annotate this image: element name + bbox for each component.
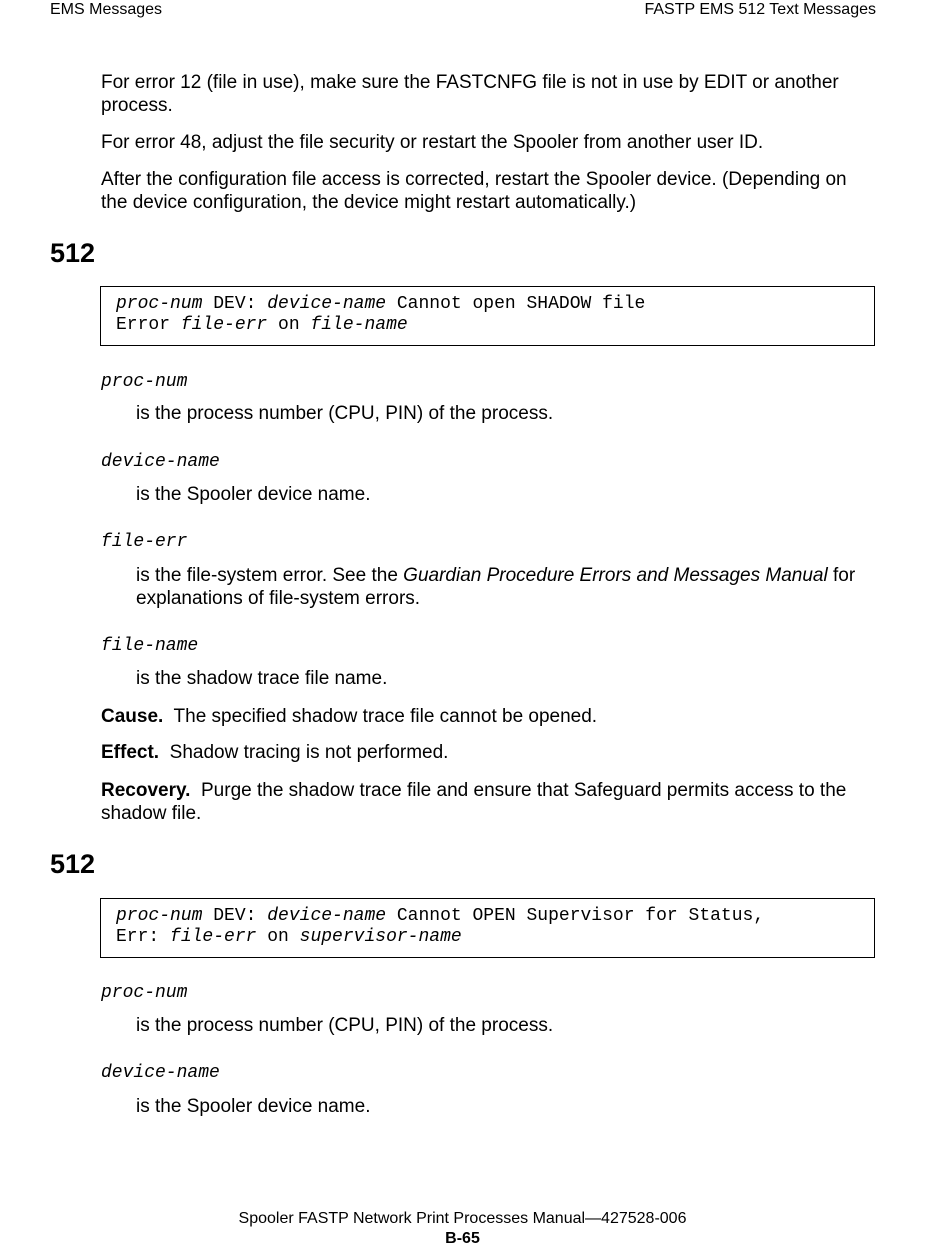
running-header-right: FASTP EMS 512 Text Messages <box>644 1 876 18</box>
variable-file-err: file-err <box>180 315 268 335</box>
term-proc-num: proc-num <box>101 372 188 392</box>
definition-file-name: is the shadow trace file name. <box>136 668 388 689</box>
variable-file-err: file-err <box>170 927 257 947</box>
term-proc-num: proc-num <box>101 983 188 1003</box>
code-text: Cannot OPEN Supervisor for Status, <box>386 906 765 926</box>
variable-proc-num: proc-num <box>116 906 203 926</box>
recovery-paragraph <box>101 779 876 825</box>
variable-supervisor-name: supervisor-name <box>299 927 462 947</box>
effect-label: Effect. <box>101 742 160 763</box>
code-text: Cannot open SHADOW file <box>386 294 646 314</box>
definition-text: is the file-system error. See the <box>136 565 404 586</box>
manual-title: Guardian Procedure Errors and Messages Manual <box>403 565 828 586</box>
variable-file-name: file-name <box>310 315 408 335</box>
message-heading: 512 <box>50 238 96 268</box>
definition-device-name: is the Spooler device name. <box>136 484 371 505</box>
term-file-name: file-name <box>101 636 199 656</box>
message-syntax-box <box>100 286 875 346</box>
definition-proc-num: is the process number (CPU, PIN) of the process. <box>136 403 554 424</box>
term-device-name: device-name <box>101 452 220 472</box>
code-text: Err: <box>116 927 171 947</box>
definition-text: for explanations of file-system errors. <box>136 565 856 609</box>
cause-text: The specified shadow trace file cannot be opened. <box>173 706 598 727</box>
definition-device-name: is the Spooler device name. <box>136 1096 371 1117</box>
definition-file-err <box>136 564 876 610</box>
code-text: on <box>256 927 300 947</box>
code-text: DEV: <box>202 906 268 926</box>
cause-paragraph <box>101 705 876 728</box>
code-text: DEV: <box>202 294 268 314</box>
footer-page-number: B-65 <box>445 1230 480 1247</box>
definition-proc-num: is the process number (CPU, PIN) of the process. <box>136 1015 554 1036</box>
effect-paragraph <box>101 741 876 764</box>
code-text: on <box>267 315 311 335</box>
code-text: Error <box>116 315 181 335</box>
message-syntax-box <box>100 898 875 958</box>
variable-proc-num: proc-num <box>116 294 203 314</box>
term-file-err: file-err <box>101 532 188 552</box>
recovery-label: Recovery. <box>101 780 191 801</box>
running-header-left: EMS Messages <box>50 1 163 18</box>
variable-device-name: device-name <box>267 906 387 926</box>
variable-device-name: device-name <box>267 294 387 314</box>
recovery-text: Purge the shadow trace file and ensure that Safeguard permits access to the shadow file. <box>101 780 847 824</box>
cause-label: Cause. <box>101 706 164 727</box>
intro-paragraph-error-48: For error 48, adjust the file security or restart the Spooler from another user ID. <box>101 132 764 153</box>
message-heading: 512 <box>50 849 96 879</box>
intro-paragraph-restart: After the configuration file access is corrected, restart the Spooler device. (Depending on the device configuration, the device might restart automatically.) <box>101 169 847 213</box>
intro-paragraph-error-12: For error 12 (file in use), make sure the FASTCNFG file is not in use by EDIT or another process. <box>101 72 839 116</box>
footer-manual-title: Spooler FASTP Network Print Processes Manual—427528-006 <box>238 1210 687 1227</box>
term-device-name: device-name <box>101 1063 220 1083</box>
effect-text: Shadow tracing is not performed. <box>169 742 449 763</box>
